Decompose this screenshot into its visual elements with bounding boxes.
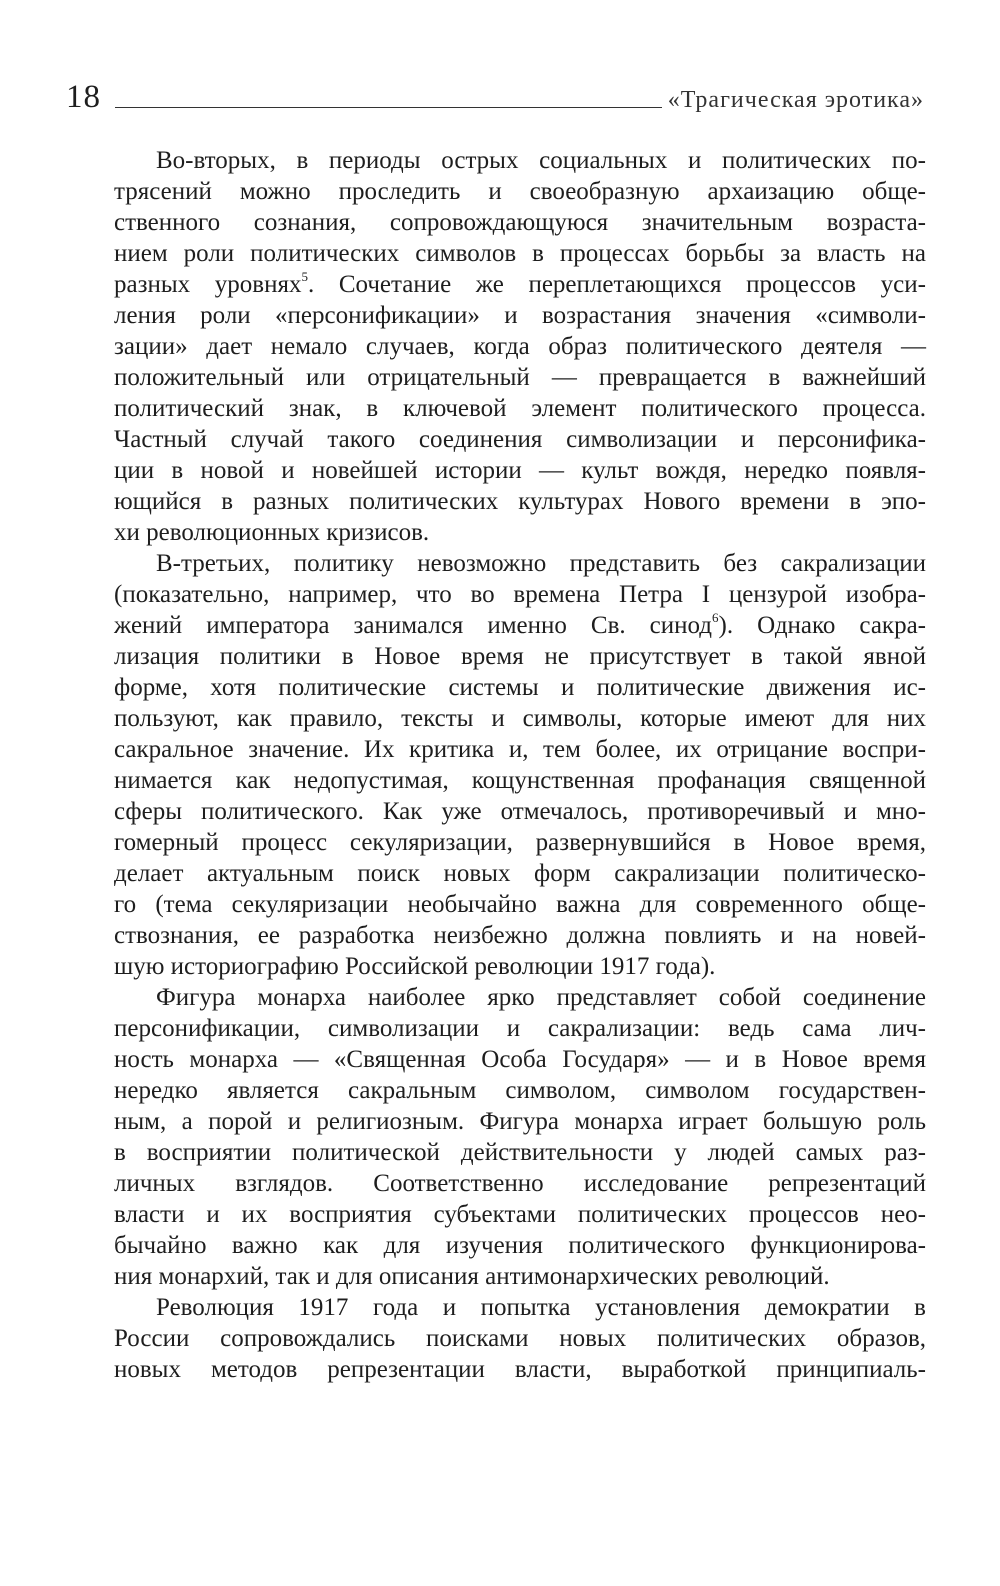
text-line — [114, 1075, 926, 1106]
text-segment: нередко является сакральным символом, символом государствен- — [114, 1077, 926, 1104]
text-line — [114, 517, 926, 548]
text-segment: ции в новой и новейшей истории — культ вождя, нередко появля- — [114, 457, 926, 484]
text-line — [114, 1261, 926, 1292]
text-line — [114, 610, 926, 641]
footnote-ref: 6 — [712, 609, 719, 625]
text-segment: лизация политики в Новое время не присутствует в такой явной — [114, 643, 926, 670]
paragraph — [114, 982, 926, 1292]
text-line — [114, 672, 926, 703]
text-segment: Во-вторых, в периоды острых социальных и политических по- — [156, 147, 926, 174]
text-segment: Революция 1917 года и попытка установления демократии в — [156, 1294, 926, 1321]
text-segment: жений императора занимался именно Св. синод — [114, 612, 713, 639]
text-line — [114, 796, 926, 827]
text-line — [114, 1199, 926, 1230]
text-segment: сакральное значение. Их критика и, тем более, их отрицание воспри- — [114, 736, 926, 763]
text-line — [114, 765, 926, 796]
text-line — [114, 207, 926, 238]
text-segment: власти и их восприятия субъектами политических процессов нео- — [114, 1201, 926, 1228]
text-line — [114, 455, 926, 486]
text-line — [114, 1106, 926, 1137]
body-text — [114, 145, 926, 1385]
paragraph — [114, 548, 926, 982]
text-segment: форме, хотя политические системы и политические движения ис- — [114, 674, 926, 701]
text-segment: новых методов репрезентации власти, выработкой принципиаль- — [114, 1356, 926, 1383]
text-line — [114, 1354, 926, 1385]
text-line — [114, 1044, 926, 1075]
text-segment: ). Однако сакра- — [718, 612, 926, 639]
text-line — [114, 889, 926, 920]
text-line — [114, 176, 926, 207]
text-line — [114, 1323, 926, 1354]
text-segment: трясений можно проследить и своеобразную архаизацию обще- — [114, 178, 926, 205]
text-segment: шую историографию Российской революции 1917 года). — [114, 953, 716, 980]
text-line — [114, 486, 926, 517]
text-segment: личных взглядов. Соответственно исследование репрезентаций — [114, 1170, 926, 1197]
text-segment: Фигура монарха наиболее ярко представляет собой соединение — [156, 984, 926, 1011]
text-line — [114, 548, 926, 579]
text-segment: персонификации, символизации и сакрализации: ведь сама лич- — [114, 1015, 926, 1042]
text-segment: нимается как недопустимая, кощунственная профанация священной — [114, 767, 926, 794]
footnote-ref: 5 — [301, 268, 308, 284]
text-segment: бычайно важно как для изучения политического функционирова- — [114, 1232, 926, 1259]
text-line — [114, 300, 926, 331]
text-line — [114, 982, 926, 1013]
paragraph — [114, 1292, 926, 1385]
text-line — [114, 951, 926, 982]
text-segment: сферы политического. Как уже отмечалось, противоречивый и мно- — [114, 798, 926, 825]
text-line — [114, 1013, 926, 1044]
text-segment: Частный случай такого соединения символизации и персонифика- — [114, 426, 926, 453]
text-segment: разных уровнях — [114, 271, 302, 298]
text-line — [114, 858, 926, 889]
text-segment: России сопровождались поисками новых политических образов, — [114, 1325, 926, 1352]
text-line — [114, 827, 926, 858]
text-line — [114, 1168, 926, 1199]
text-segment: ным, а порой и религиозным. Фигура монарха играет большую роль — [114, 1108, 926, 1135]
text-segment: ственного сознания, сопровождающуюся значительным возраста- — [114, 209, 926, 236]
text-segment: хи революционных кризисов. — [114, 519, 430, 546]
header-rule — [115, 107, 662, 108]
running-head — [66, 74, 924, 114]
text-segment: политический знак, в ключевой элемент политического процесса. — [114, 395, 926, 422]
text-line — [114, 579, 926, 610]
text-segment: В-третьих, политику невозможно представить без сакрализации — [156, 550, 926, 577]
text-line — [114, 641, 926, 672]
text-segment: ствознания, ее разработка неизбежно должна повлиять и на новей- — [114, 922, 926, 949]
text-line — [114, 920, 926, 951]
text-segment: нием роли политических символов в процессах борьбы за власть на — [114, 240, 926, 267]
paragraph — [114, 145, 926, 548]
text-line — [114, 269, 926, 300]
text-segment: в восприятии политической действительности у людей самых раз- — [114, 1139, 926, 1166]
text-segment: ность монарха — «Священная Особа Государя» — и в Новое время — [114, 1046, 926, 1073]
text-line — [114, 145, 926, 176]
page-number: 18 — [66, 79, 101, 115]
text-segment: ющийся в разных политических культурах Нового времени в эпо- — [114, 488, 926, 515]
text-segment: ления роли «персонификации» и возрастания значения «символи- — [114, 302, 926, 329]
text-line — [114, 1137, 926, 1168]
text-segment: пользуют, как правило, тексты и символы, которые имеют для них — [114, 705, 926, 732]
text-segment: зации» дает немало случаев, когда образ политического деятеля — — [114, 333, 926, 360]
text-segment: го (тема секуляризации необычайно важна для современного обще- — [114, 891, 926, 918]
text-line — [114, 1230, 926, 1261]
text-line — [114, 703, 926, 734]
text-line — [114, 331, 926, 362]
text-line — [114, 393, 926, 424]
text-segment: . Сочетание же переплетающихся процессов уси- — [307, 271, 926, 298]
text-segment: (показательно, например, что во времена Петра I цензурой изобра- — [114, 581, 926, 608]
text-line — [114, 734, 926, 765]
running-title: «Трагическая эротика» — [667, 87, 924, 113]
text-line — [114, 238, 926, 269]
text-segment: гомерный процесс секуляризации, развернувшийся в Новое время, — [114, 829, 926, 856]
text-segment: положительный или отрицательный — превращается в важнейший — [114, 364, 926, 391]
text-line — [114, 1292, 926, 1323]
text-segment: ния монархий, так и для описания антимонархических революций. — [114, 1263, 830, 1290]
text-line — [114, 362, 926, 393]
text-segment: делает актуальным поиск новых форм сакрализации политическо- — [114, 860, 926, 887]
text-line — [114, 424, 926, 455]
